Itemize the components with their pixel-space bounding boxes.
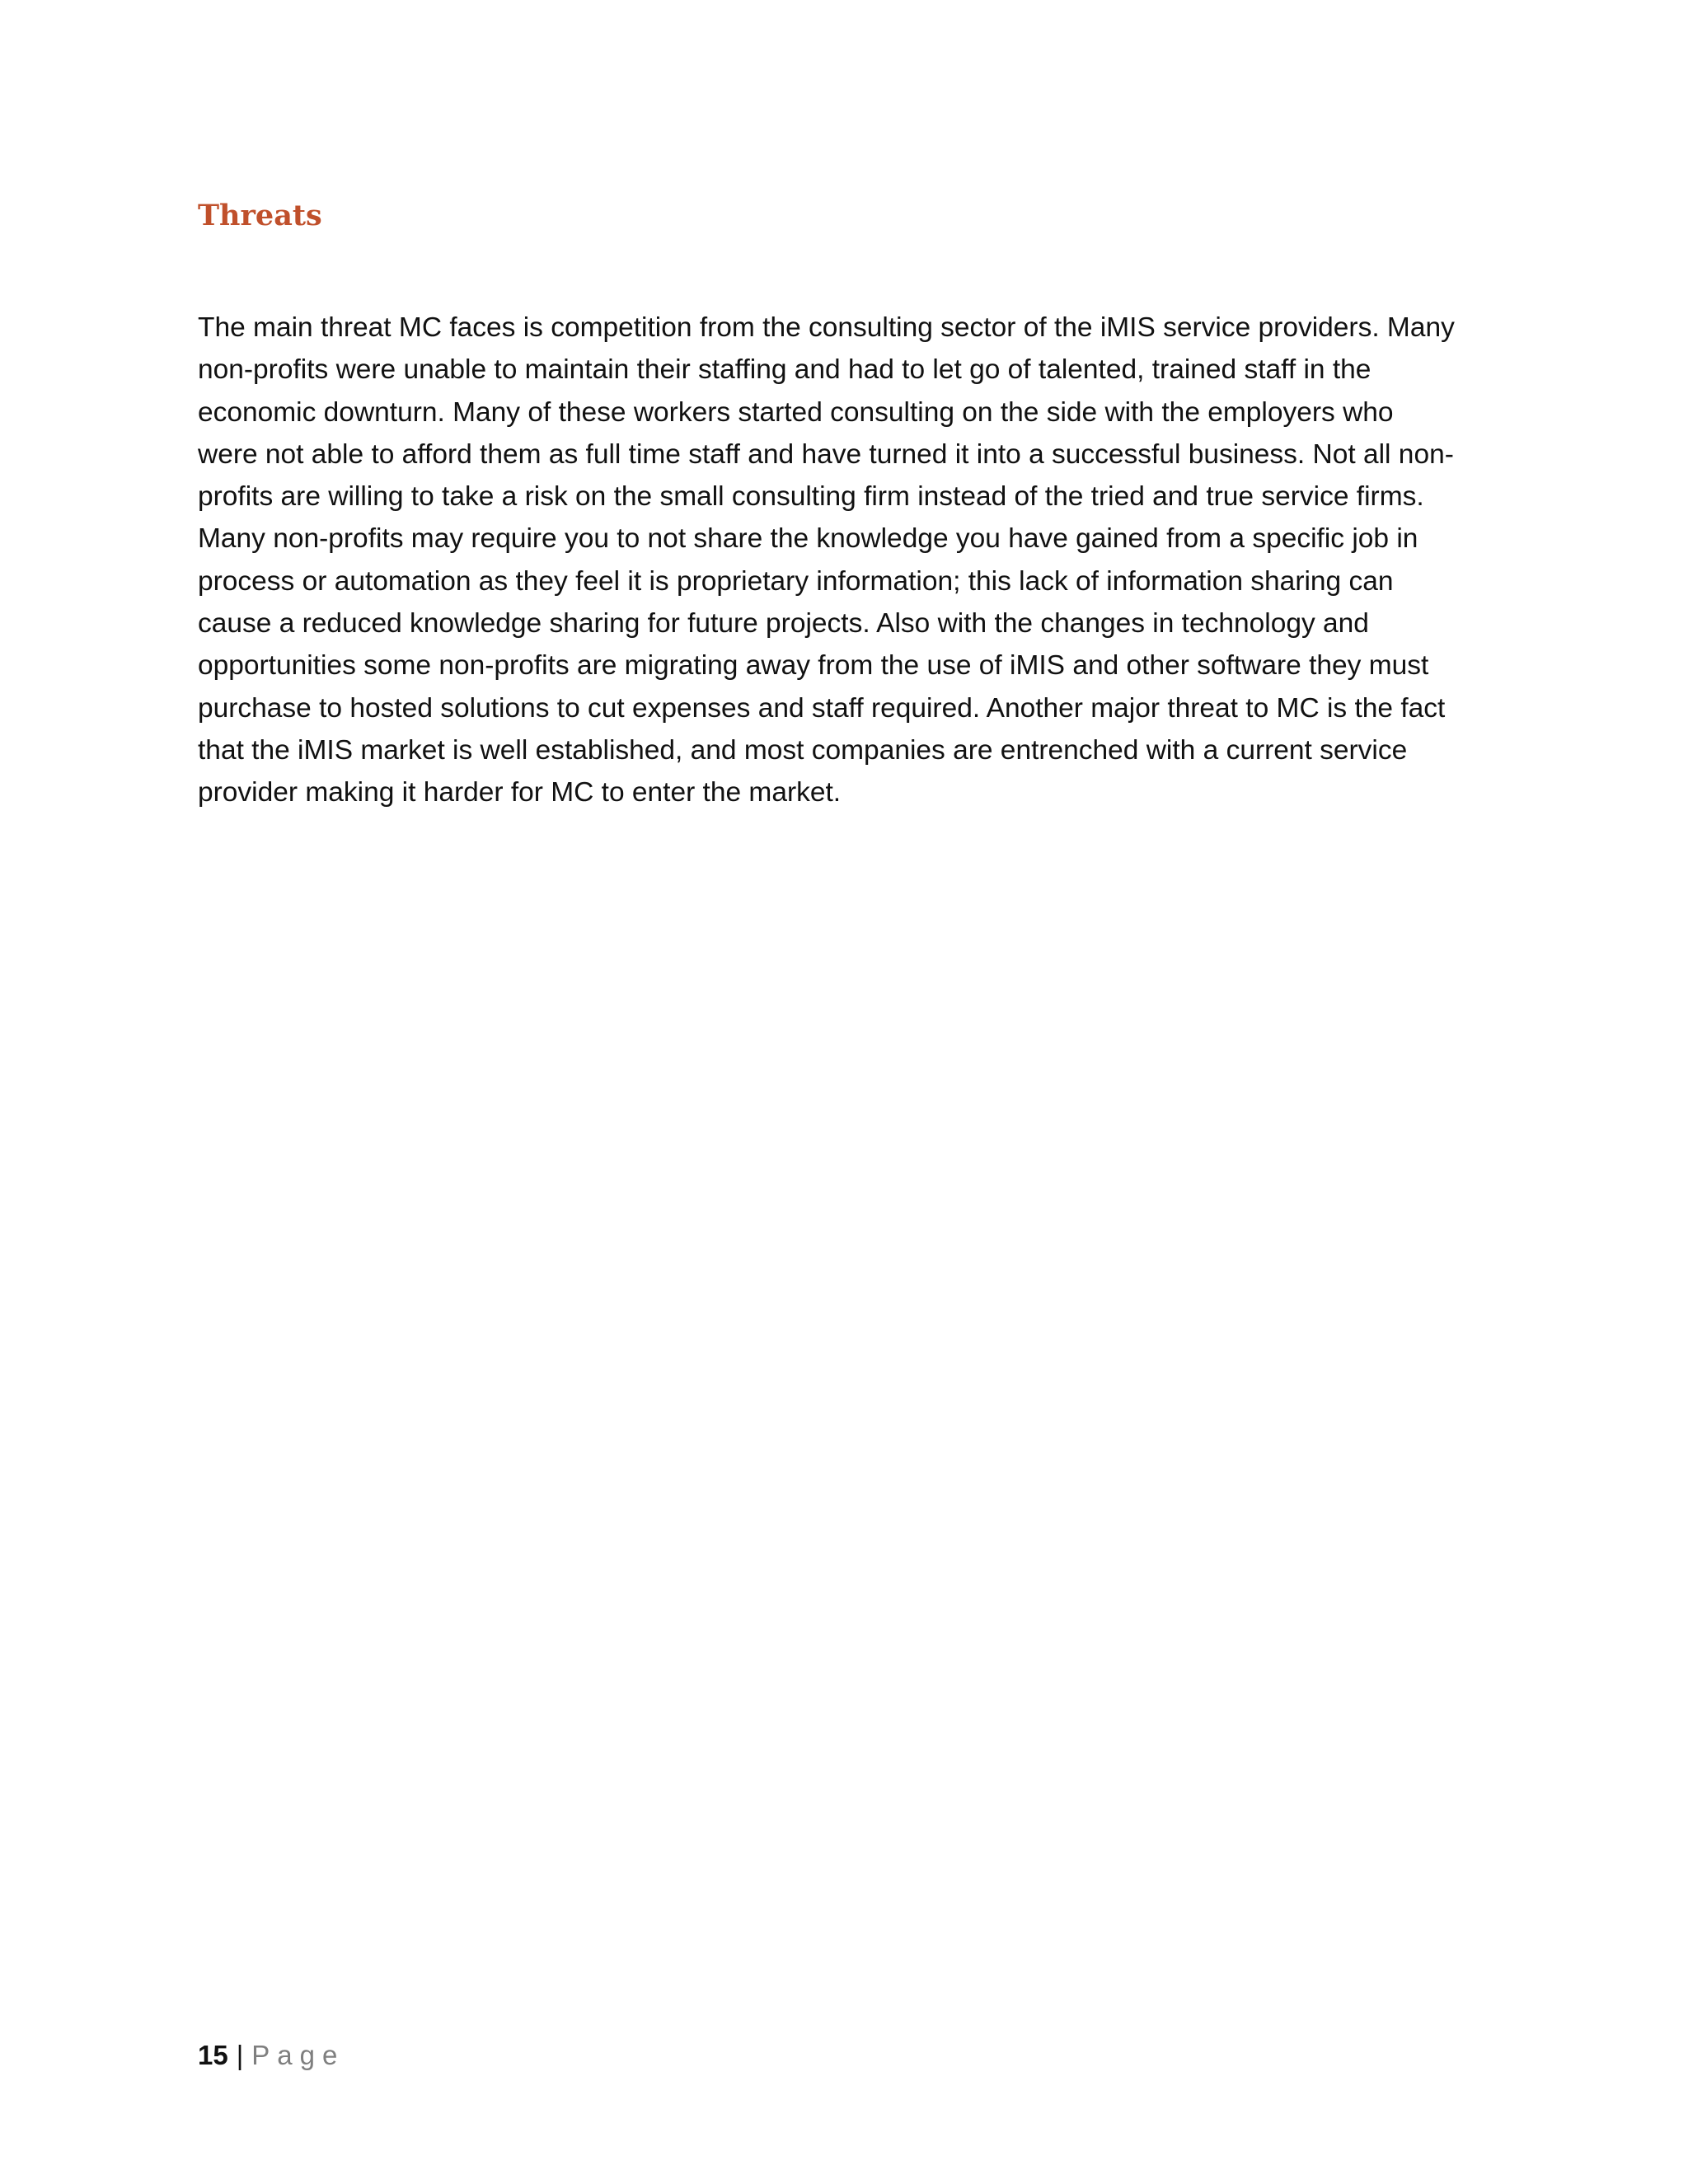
paragraph-line: were not able to afford them as full time staff and have turned it into a successful business. Not all non-	[198, 438, 1454, 470]
section-heading: Threats	[198, 199, 322, 232]
page-label: Page	[251, 2040, 345, 2070]
paragraph-line: opportunities some non-profits are migrating away from the use of iMIS and other software they must	[198, 650, 1429, 682]
paragraph-line: purchase to hosted solutions to cut expenses and staff required. Another major threat to MC is the fact	[198, 692, 1446, 724]
footer-separator: |	[236, 2040, 244, 2070]
threats-paragraph	[198, 307, 1517, 814]
paragraph-line: profits are willing to take a risk on the small consulting firm instead of the tried and true service firms.	[198, 481, 1424, 513]
paragraph-line: Many non-profits may require you to not share the knowledge you have gained from a specific job in	[198, 523, 1418, 555]
paragraph-line: cause a reduced knowledge sharing for future projects. Also with the changes in technology and	[198, 608, 1369, 640]
page-footer	[198, 2036, 345, 2075]
paragraph-line: The main threat MC faces is competition from the consulting sector of the iMIS service providers. Many	[198, 312, 1455, 343]
paragraph-line: economic downturn. Many of these workers started consulting on the side with the employers who	[198, 396, 1394, 428]
paragraph-line: non-profits were unable to maintain their staffing and had to let go of talented, trained staff in the	[198, 354, 1372, 386]
paragraph-line: that the iMIS market is well established, and most companies are entrenched with a current service	[198, 734, 1408, 766]
paragraph-line: provider making it harder for MC to enter the market.	[198, 777, 842, 808]
paragraph-line: process or automation as they feel it is proprietary information; this lack of information sharing can	[198, 565, 1394, 597]
page-number: 15	[198, 2040, 228, 2070]
